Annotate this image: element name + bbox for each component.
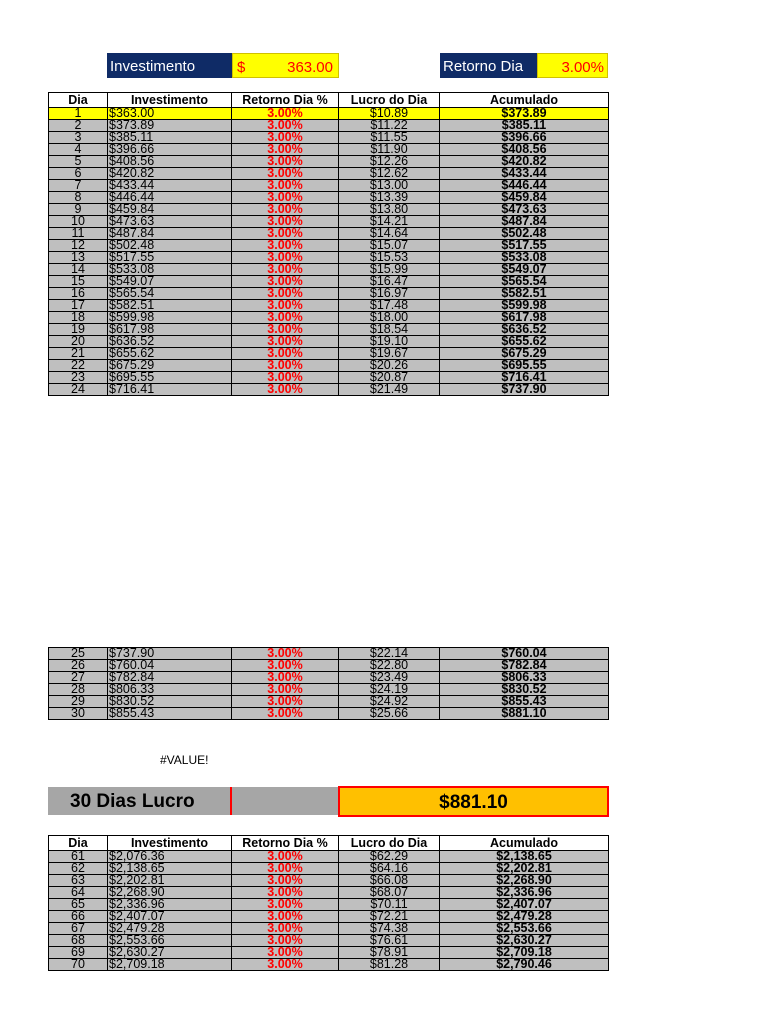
cell-dia[interactable]: 8 (49, 192, 108, 204)
cell-dia[interactable]: 11 (49, 228, 108, 240)
cell-acumulado[interactable]: $617.98 (440, 312, 609, 324)
table-row (49, 851, 609, 863)
cell-retorno[interactable]: 3.00% (232, 336, 339, 348)
table-row (49, 708, 609, 720)
cell-acumulado[interactable]: $737.90 (440, 384, 609, 396)
header-investimento[interactable]: Investimento (108, 836, 232, 851)
header-investimento[interactable]: Investimento (108, 93, 232, 108)
cell-retorno[interactable]: 3.00% (232, 288, 339, 300)
cell-acumulado[interactable]: $446.44 (440, 180, 609, 192)
table-row (49, 947, 609, 959)
cell-acumulado[interactable]: $408.56 (440, 144, 609, 156)
cell-investimento[interactable]: $502.48 (108, 240, 232, 252)
cell-retorno[interactable]: 3.00% (232, 923, 339, 935)
cell-investimento[interactable]: $2,336.96 (108, 899, 232, 911)
cell-retorno[interactable]: 3.00% (232, 708, 339, 720)
cell-acumulado[interactable]: $655.62 (440, 336, 609, 348)
table-row (49, 923, 609, 935)
cell-investimento[interactable]: $459.84 (108, 204, 232, 216)
cell-acumulado[interactable]: $2,336.96 (440, 887, 609, 899)
cell-retorno[interactable]: 3.00% (232, 156, 339, 168)
cell-acumulado[interactable]: $2,268.90 (440, 875, 609, 887)
cell-dia[interactable]: 22 (49, 360, 108, 372)
header-lucro[interactable]: Lucro do Dia (339, 836, 440, 851)
cell-acumulado[interactable]: $473.63 (440, 204, 609, 216)
cell-dia[interactable]: 15 (49, 276, 108, 288)
cell-investimento[interactable]: $2,407.07 (108, 911, 232, 923)
days-table-2 (48, 647, 609, 720)
cell-lucro[interactable]: $15.53 (339, 252, 440, 264)
table-row (49, 863, 609, 875)
cell-retorno[interactable]: 3.00% (232, 276, 339, 288)
cell-acumulado[interactable]: $2,138.65 (440, 851, 609, 863)
table-row (49, 899, 609, 911)
cell-lucro[interactable]: $20.26 (339, 360, 440, 372)
cell-lucro[interactable]: $70.11 (339, 899, 440, 911)
cell-lucro[interactable]: $66.08 (339, 875, 440, 887)
cell-investimento[interactable]: $408.56 (108, 156, 232, 168)
header-retorno[interactable]: Retorno Dia % (232, 93, 339, 108)
currency-symbol: $ (237, 59, 246, 76)
cell-investimento[interactable]: $433.44 (108, 180, 232, 192)
cell-acumulado[interactable]: $855.43 (440, 696, 609, 708)
cell-investimento[interactable]: $760.04 (108, 660, 232, 672)
cell-lucro[interactable]: $15.07 (339, 240, 440, 252)
cell-lucro[interactable]: $16.97 (339, 288, 440, 300)
cell-acumulado[interactable]: $2,630.27 (440, 935, 609, 947)
summary-label: 30 Dias Lucro (48, 787, 232, 815)
header-lucro[interactable]: Lucro do Dia (339, 93, 440, 108)
cell-investimento[interactable]: $582.51 (108, 300, 232, 312)
cell-retorno[interactable]: 3.00% (232, 132, 339, 144)
cell-acumulado[interactable]: $2,407.07 (440, 899, 609, 911)
cell-dia[interactable]: 62 (49, 863, 108, 875)
cell-dia[interactable]: 19 (49, 324, 108, 336)
cell-lucro[interactable]: $22.14 (339, 648, 440, 660)
cell-investimento[interactable]: $2,268.90 (108, 887, 232, 899)
cell-lucro[interactable]: $62.29 (339, 851, 440, 863)
cell-dia[interactable]: 70 (49, 959, 108, 971)
cell-investimento[interactable]: $830.52 (108, 696, 232, 708)
cell-investimento[interactable]: $2,202.81 (108, 875, 232, 887)
table-row (49, 252, 609, 264)
retorno-dia-input-cell[interactable]: 3.00% (537, 53, 608, 78)
investimento-value: 363.00 (287, 59, 333, 76)
cell-dia[interactable]: 63 (49, 875, 108, 887)
table-row (49, 696, 609, 708)
cell-dia[interactable]: 21 (49, 348, 108, 360)
table-row (49, 875, 609, 887)
cell-investimento[interactable]: $2,479.28 (108, 923, 232, 935)
cell-acumulado[interactable]: $582.51 (440, 288, 609, 300)
table-row (49, 324, 609, 336)
cell-retorno[interactable]: 3.00% (232, 935, 339, 947)
cell-acumulado[interactable]: $881.10 (440, 708, 609, 720)
cell-acumulado[interactable]: $385.11 (440, 120, 609, 132)
cell-retorno[interactable]: 3.00% (232, 240, 339, 252)
cell-dia[interactable]: 25 (49, 648, 108, 660)
cell-lucro[interactable]: $72.21 (339, 911, 440, 923)
cell-lucro[interactable]: $78.91 (339, 947, 440, 959)
cell-retorno[interactable]: 3.00% (232, 228, 339, 240)
cell-acumulado[interactable]: $675.29 (440, 348, 609, 360)
cell-investimento[interactable]: $855.43 (108, 708, 232, 720)
cell-acumulado[interactable]: $459.84 (440, 192, 609, 204)
cell-dia[interactable]: 7 (49, 180, 108, 192)
cell-investimento[interactable]: $473.63 (108, 216, 232, 228)
cell-dia[interactable]: 29 (49, 696, 108, 708)
cell-dia[interactable]: 20 (49, 336, 108, 348)
cell-dia[interactable]: 61 (49, 851, 108, 863)
cell-dia[interactable]: 23 (49, 372, 108, 384)
cell-retorno[interactable]: 3.00% (232, 168, 339, 180)
cell-dia[interactable]: 68 (49, 935, 108, 947)
cell-acumulado[interactable]: $760.04 (440, 648, 609, 660)
cell-acumulado[interactable]: $599.98 (440, 300, 609, 312)
cell-investimento[interactable]: $363.00 (108, 108, 232, 120)
table-row (49, 648, 609, 660)
cell-retorno[interactable]: 3.00% (232, 360, 339, 372)
cell-lucro[interactable]: $12.62 (339, 168, 440, 180)
cell-acumulado[interactable]: $782.84 (440, 660, 609, 672)
cell-investimento[interactable]: $373.89 (108, 120, 232, 132)
header-acumulado[interactable]: Acumulado (440, 93, 609, 108)
cell-retorno[interactable]: 3.00% (232, 120, 339, 132)
header-dia[interactable]: Dia (49, 836, 108, 851)
cell-investimento[interactable]: $533.08 (108, 264, 232, 276)
cell-acumulado[interactable]: $549.07 (440, 264, 609, 276)
cell-dia[interactable]: 9 (49, 204, 108, 216)
table-row (49, 300, 609, 312)
cell-acumulado[interactable]: $2,202.81 (440, 863, 609, 875)
table-row (49, 108, 609, 120)
cell-retorno[interactable]: 3.00% (232, 180, 339, 192)
cell-investimento[interactable]: $549.07 (108, 276, 232, 288)
cell-lucro[interactable]: $13.00 (339, 180, 440, 192)
cell-investimento[interactable]: $420.82 (108, 168, 232, 180)
cell-acumulado[interactable]: $396.66 (440, 132, 609, 144)
header-acumulado[interactable]: Acumulado (440, 836, 609, 851)
cell-dia[interactable]: 17 (49, 300, 108, 312)
cell-investimento[interactable]: $2,553.66 (108, 935, 232, 947)
cell-acumulado[interactable]: $533.08 (440, 252, 609, 264)
cell-retorno[interactable]: 3.00% (232, 384, 339, 396)
cell-investimento[interactable]: $617.98 (108, 324, 232, 336)
cell-lucro[interactable]: $23.49 (339, 672, 440, 684)
table-row (49, 684, 609, 696)
table-row (49, 384, 609, 396)
cell-retorno[interactable]: 3.00% (232, 372, 339, 384)
cell-investimento[interactable]: $782.84 (108, 672, 232, 684)
cell-investimento[interactable]: $2,138.65 (108, 863, 232, 875)
cell-investimento[interactable]: $675.29 (108, 360, 232, 372)
table-row (49, 660, 609, 672)
table-row (49, 348, 609, 360)
summary-empty-cell[interactable] (232, 787, 338, 815)
cell-investimento[interactable]: $446.44 (108, 192, 232, 204)
cell-dia[interactable]: 18 (49, 312, 108, 324)
cell-acumulado[interactable]: $433.44 (440, 168, 609, 180)
table-row (49, 120, 609, 132)
table-row (49, 959, 609, 971)
cell-acumulado[interactable]: $695.55 (440, 360, 609, 372)
cell-retorno[interactable]: 3.00% (232, 696, 339, 708)
cell-lucro[interactable]: $24.19 (339, 684, 440, 696)
cell-dia[interactable]: 67 (49, 923, 108, 935)
cell-retorno[interactable]: 3.00% (232, 348, 339, 360)
cell-investimento[interactable]: $517.55 (108, 252, 232, 264)
table-row (49, 672, 609, 684)
cell-lucro[interactable]: $17.48 (339, 300, 440, 312)
retorno-dia-label: Retorno Dia (440, 53, 537, 78)
cell-retorno[interactable]: 3.00% (232, 264, 339, 276)
cell-investimento[interactable]: $396.66 (108, 144, 232, 156)
cell-retorno[interactable]: 3.00% (232, 875, 339, 887)
cell-retorno[interactable]: 3.00% (232, 660, 339, 672)
cell-lucro[interactable]: $20.87 (339, 372, 440, 384)
cell-acumulado[interactable]: $420.82 (440, 156, 609, 168)
cell-dia[interactable]: 65 (49, 899, 108, 911)
cell-investimento[interactable]: $599.98 (108, 312, 232, 324)
cell-dia[interactable]: 2 (49, 120, 108, 132)
cell-acumulado[interactable]: $2,479.28 (440, 911, 609, 923)
cell-acumulado[interactable]: $716.41 (440, 372, 609, 384)
cell-investimento[interactable]: $2,630.27 (108, 947, 232, 959)
cell-lucro[interactable]: $16.47 (339, 276, 440, 288)
days-table-1 (48, 92, 609, 396)
summary-value[interactable]: $881.10 (338, 786, 609, 817)
cell-retorno[interactable]: 3.00% (232, 684, 339, 696)
cell-acumulado[interactable]: $517.55 (440, 240, 609, 252)
cell-lucro[interactable]: $19.10 (339, 336, 440, 348)
header-row (49, 836, 609, 851)
cell-lucro[interactable]: $21.49 (339, 384, 440, 396)
cell-investimento[interactable]: $565.54 (108, 288, 232, 300)
cell-dia[interactable]: 5 (49, 156, 108, 168)
cell-retorno[interactable]: 3.00% (232, 192, 339, 204)
cell-dia[interactable]: 1 (49, 108, 108, 120)
cell-lucro[interactable]: $18.54 (339, 324, 440, 336)
cell-dia[interactable]: 6 (49, 168, 108, 180)
cell-dia[interactable]: 69 (49, 947, 108, 959)
cell-retorno[interactable]: 3.00% (232, 324, 339, 336)
cell-lucro[interactable]: $11.22 (339, 120, 440, 132)
cell-acumulado[interactable]: $565.54 (440, 276, 609, 288)
table-row (49, 264, 609, 276)
cell-retorno[interactable]: 3.00% (232, 863, 339, 875)
cell-retorno[interactable]: 3.00% (232, 252, 339, 264)
cell-acumulado[interactable]: $2,553.66 (440, 923, 609, 935)
table-row (49, 312, 609, 324)
table-row (49, 288, 609, 300)
cell-lucro[interactable]: $13.80 (339, 204, 440, 216)
cell-dia[interactable]: 30 (49, 708, 108, 720)
cell-dia[interactable]: 16 (49, 288, 108, 300)
cell-lucro[interactable]: $18.00 (339, 312, 440, 324)
cell-acumulado[interactable]: $806.33 (440, 672, 609, 684)
cell-retorno[interactable]: 3.00% (232, 108, 339, 120)
cell-investimento[interactable]: $385.11 (108, 132, 232, 144)
cell-investimento[interactable]: $655.62 (108, 348, 232, 360)
cell-dia[interactable]: 10 (49, 216, 108, 228)
cell-investimento[interactable]: $806.33 (108, 684, 232, 696)
cell-dia[interactable]: 66 (49, 911, 108, 923)
cell-retorno[interactable]: 3.00% (232, 216, 339, 228)
table-row (49, 911, 609, 923)
cell-investimento[interactable]: $716.41 (108, 384, 232, 396)
cell-lucro[interactable]: $64.16 (339, 863, 440, 875)
cell-retorno[interactable]: 3.00% (232, 648, 339, 660)
cell-lucro[interactable]: $12.26 (339, 156, 440, 168)
table-row (49, 216, 609, 228)
table-row (49, 935, 609, 947)
cell-retorno[interactable]: 3.00% (232, 312, 339, 324)
cell-lucro[interactable]: $11.90 (339, 144, 440, 156)
cell-retorno[interactable]: 3.00% (232, 887, 339, 899)
table-row (49, 132, 609, 144)
header-dia[interactable]: Dia (49, 93, 108, 108)
cell-dia[interactable]: 3 (49, 132, 108, 144)
cell-investimento[interactable]: $737.90 (108, 648, 232, 660)
cell-dia[interactable]: 27 (49, 672, 108, 684)
cell-retorno[interactable]: 3.00% (232, 672, 339, 684)
table-row (49, 168, 609, 180)
cell-retorno[interactable]: 3.00% (232, 959, 339, 971)
cell-acumulado[interactable]: $502.48 (440, 228, 609, 240)
cell-lucro[interactable]: $76.61 (339, 935, 440, 947)
days-table-3 (48, 835, 609, 971)
table-row (49, 336, 609, 348)
table-row (49, 144, 609, 156)
cell-dia[interactable]: 13 (49, 252, 108, 264)
cell-lucro[interactable]: $15.99 (339, 264, 440, 276)
cell-investimento[interactable]: $2,709.18 (108, 959, 232, 971)
cell-acumulado[interactable]: $487.84 (440, 216, 609, 228)
investimento-input-cell[interactable] (232, 53, 339, 78)
cell-lucro[interactable]: $14.21 (339, 216, 440, 228)
cell-retorno[interactable]: 3.00% (232, 144, 339, 156)
cell-lucro[interactable]: $14.64 (339, 228, 440, 240)
value-error-cell[interactable]: #VALUE! (160, 753, 209, 767)
cell-investimento[interactable]: $636.52 (108, 336, 232, 348)
header-retorno[interactable]: Retorno Dia % (232, 836, 339, 851)
table-row (49, 372, 609, 384)
table-row (49, 360, 609, 372)
cell-acumulado[interactable]: $830.52 (440, 684, 609, 696)
cell-lucro[interactable]: $74.38 (339, 923, 440, 935)
cell-lucro[interactable]: $24.92 (339, 696, 440, 708)
cell-lucro[interactable]: $13.39 (339, 192, 440, 204)
cell-lucro[interactable]: $25.66 (339, 708, 440, 720)
cell-lucro[interactable]: $22.80 (339, 660, 440, 672)
cell-lucro[interactable]: $68.07 (339, 887, 440, 899)
cell-dia[interactable]: 24 (49, 384, 108, 396)
cell-lucro[interactable]: $11.55 (339, 132, 440, 144)
cell-dia[interactable]: 64 (49, 887, 108, 899)
cell-retorno[interactable]: 3.00% (232, 899, 339, 911)
cell-retorno[interactable]: 3.00% (232, 204, 339, 216)
cell-dia[interactable]: 28 (49, 684, 108, 696)
table-row (49, 180, 609, 192)
cell-dia[interactable]: 14 (49, 264, 108, 276)
cell-dia[interactable]: 12 (49, 240, 108, 252)
cell-acumulado[interactable]: $373.89 (440, 108, 609, 120)
table-row (49, 204, 609, 216)
cell-retorno[interactable]: 3.00% (232, 851, 339, 863)
header-row (49, 93, 609, 108)
table-row (49, 192, 609, 204)
cell-lucro[interactable]: $10.89 (339, 108, 440, 120)
cell-acumulado[interactable]: $2,790.46 (440, 959, 609, 971)
cell-investimento[interactable]: $695.55 (108, 372, 232, 384)
cell-lucro[interactable]: $81.28 (339, 959, 440, 971)
table-row (49, 240, 609, 252)
cell-investimento[interactable]: $487.84 (108, 228, 232, 240)
investimento-label: Investimento (107, 53, 232, 78)
table-row (49, 228, 609, 240)
table-row (49, 887, 609, 899)
table-row (49, 276, 609, 288)
cell-lucro[interactable]: $19.67 (339, 348, 440, 360)
cell-dia[interactable]: 26 (49, 660, 108, 672)
cell-acumulado[interactable]: $636.52 (440, 324, 609, 336)
table-row (49, 156, 609, 168)
cell-dia[interactable]: 4 (49, 144, 108, 156)
cell-retorno[interactable]: 3.00% (232, 947, 339, 959)
cell-retorno[interactable]: 3.00% (232, 911, 339, 923)
cell-acumulado[interactable]: $2,709.18 (440, 947, 609, 959)
cell-retorno[interactable]: 3.00% (232, 300, 339, 312)
cell-investimento[interactable]: $2,076.36 (108, 851, 232, 863)
